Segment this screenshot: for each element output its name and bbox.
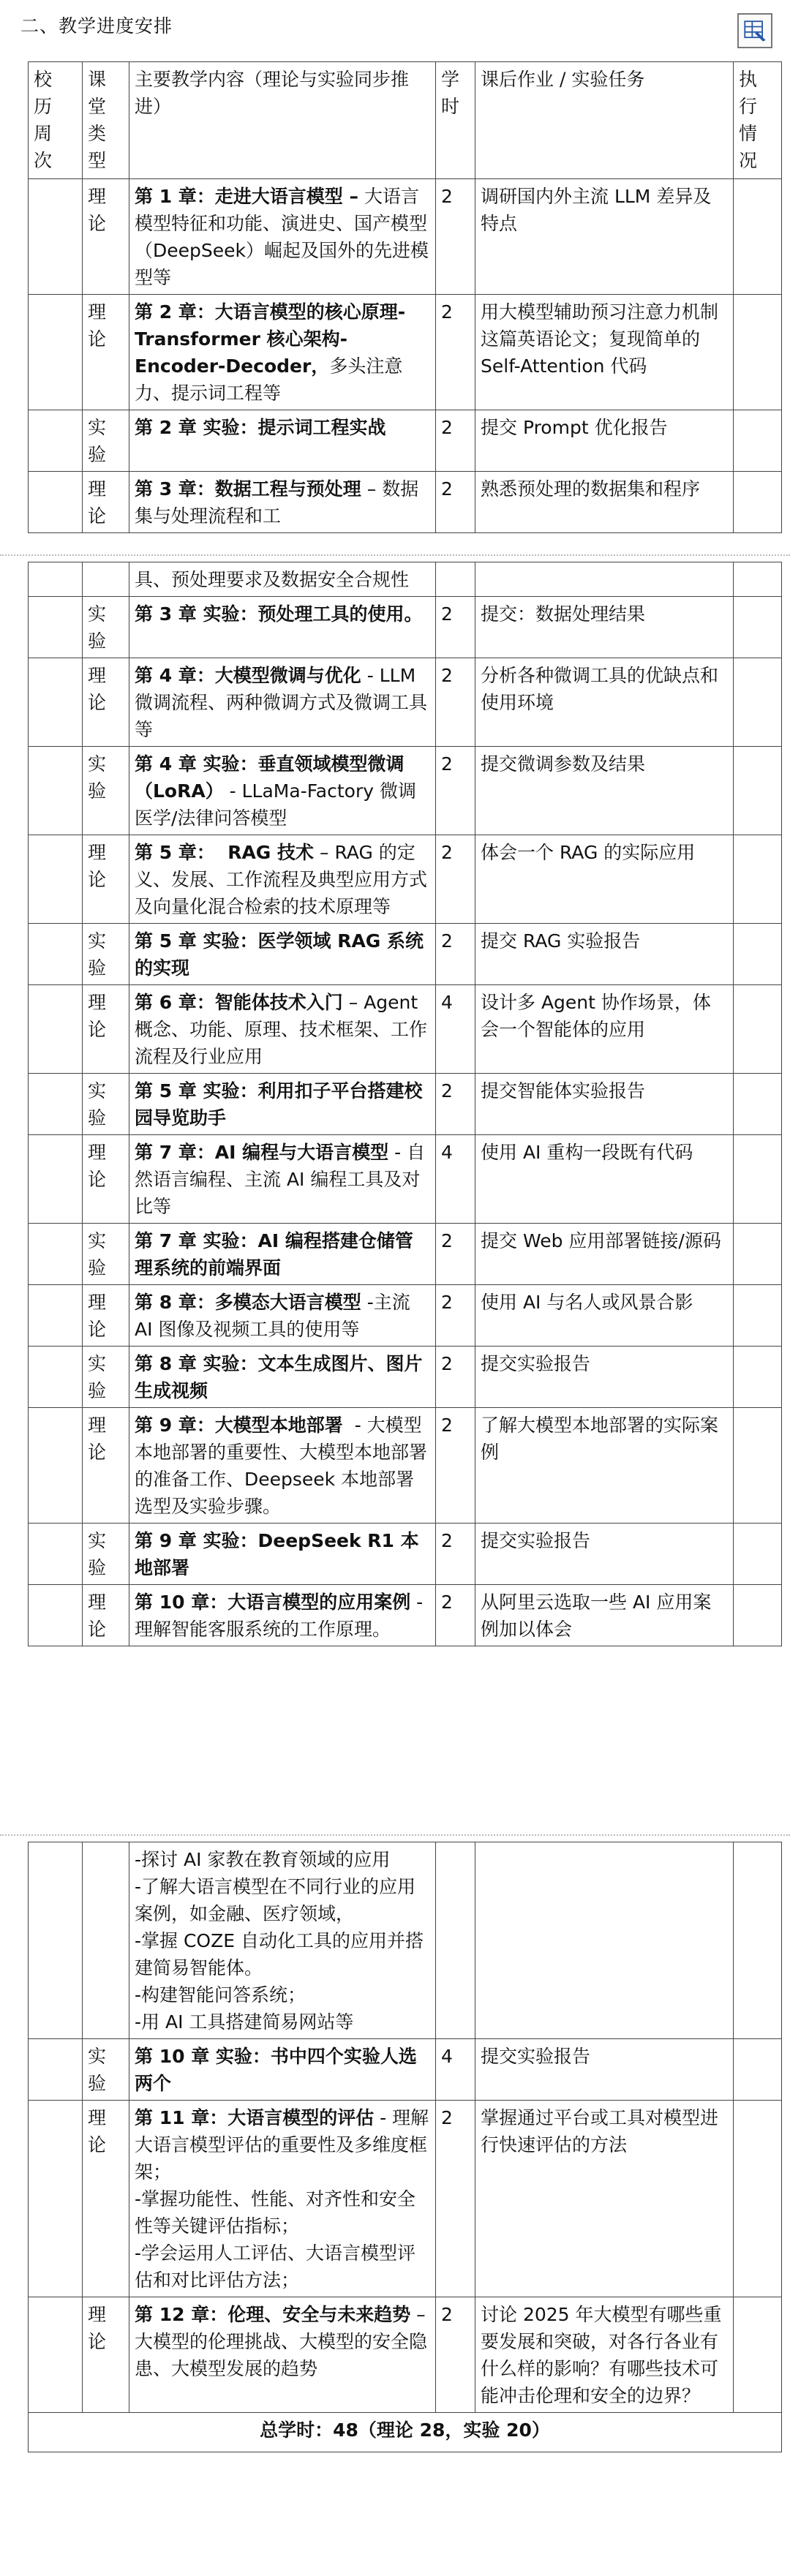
chapter-description: - 理解智能客服系统的工作原理。 bbox=[135, 1592, 429, 1640]
class-type-cell: 理 论 bbox=[83, 179, 129, 295]
execution-cell bbox=[734, 1524, 782, 1585]
class-type-cell: 实 验 bbox=[83, 1074, 129, 1135]
table-header-row bbox=[29, 62, 782, 179]
homework-cell: 体会一个 RAG 的实际应用 bbox=[475, 835, 734, 924]
execution-cell bbox=[734, 985, 782, 1074]
execution-cell bbox=[734, 2297, 782, 2413]
table-row bbox=[29, 658, 782, 747]
execution-cell bbox=[734, 2039, 782, 2101]
week-cell bbox=[29, 410, 83, 472]
hours-cell bbox=[436, 562, 475, 597]
table-row bbox=[29, 410, 782, 472]
chapter-description: - LLaMa-Factory 微调医学/法律问答模型 bbox=[135, 780, 416, 829]
homework-cell: 提交实验报告 bbox=[475, 1524, 734, 1585]
header-homework: 课后作业 / 实验任务 bbox=[475, 62, 734, 179]
class-type-cell: 实 验 bbox=[83, 2039, 129, 2101]
execution-cell bbox=[734, 179, 782, 295]
chapter-title: 第 5 章： RAG 技术 bbox=[135, 842, 315, 863]
chapter-title: 第 11 章：大语言模型的评估 bbox=[135, 2107, 375, 2128]
week-cell bbox=[29, 1408, 83, 1524]
table-row bbox=[29, 835, 782, 924]
content-cell bbox=[129, 1585, 436, 1646]
execution-cell bbox=[734, 295, 782, 410]
homework-cell: 掌握通过平台或工具对模型进行快速评估的方法 bbox=[475, 2101, 734, 2297]
chapter-title: 第 5 章 实验：利用扣子平台搭建校园导览助手 bbox=[135, 1080, 423, 1129]
week-cell bbox=[29, 472, 83, 533]
total-hours: 总学时：48（理论 28，实验 20） bbox=[29, 2413, 782, 2452]
hours-cell: 2 bbox=[436, 1074, 475, 1135]
content-cell bbox=[129, 658, 436, 747]
hours-cell: 2 bbox=[436, 1524, 475, 1585]
chapter-description: 多头注意力、提示词工程等 bbox=[135, 355, 403, 404]
homework-cell: 讨论 2025 年大模型有哪些重要发展和突破，对各行各业有什么样的影响？有哪些技术可能冲击伦理和安全的边界？ bbox=[475, 2297, 734, 2413]
hours-cell: 2 bbox=[436, 1408, 475, 1524]
page-break-divider bbox=[0, 1834, 790, 1836]
total-hours-row bbox=[29, 2413, 782, 2452]
week-cell bbox=[29, 1224, 83, 1285]
class-type-cell: 理 论 bbox=[83, 1585, 129, 1646]
chapter-title: 第 7 章：AI 编程与大语言模型 bbox=[135, 1142, 389, 1163]
chapter-description: - 理解大语言模型评估的重要性及多维度框架； -掌握功能性、性能、对齐性和安全性等关键评估指标； -学会运用人工评估、大语言模型评估和对比评估方法； bbox=[135, 2107, 429, 2291]
homework-cell: 提交智能体实验报告 bbox=[475, 1074, 734, 1135]
content-cell bbox=[129, 747, 436, 835]
execution-cell bbox=[734, 410, 782, 472]
execution-cell bbox=[734, 1408, 782, 1524]
chapter-description: – RAG 的定义、发展、工作流程及典型应用方式及向量化混合检索的技术原理等 bbox=[135, 842, 428, 917]
homework-cell: 从阿里云选取一些 AI 应用案例加以体会 bbox=[475, 1585, 734, 1646]
week-cell bbox=[29, 597, 83, 658]
hours-cell: 2 bbox=[436, 924, 475, 985]
content-cell bbox=[129, 2297, 436, 2413]
table-row bbox=[29, 985, 782, 1074]
execution-cell bbox=[734, 1842, 782, 2039]
class-type-cell: 理 论 bbox=[83, 835, 129, 924]
content-cell bbox=[129, 1224, 436, 1285]
week-cell bbox=[29, 179, 83, 295]
table-row bbox=[29, 1842, 782, 2039]
content-cell bbox=[129, 835, 436, 924]
week-cell bbox=[29, 1585, 83, 1646]
schedule-table-page-2 bbox=[28, 562, 782, 1646]
execution-cell bbox=[734, 1074, 782, 1135]
chapter-description: 具、预处理要求及数据安全合规性 bbox=[135, 569, 410, 590]
execution-cell bbox=[734, 1135, 782, 1224]
content-cell bbox=[129, 295, 436, 410]
class-type-cell bbox=[83, 562, 129, 597]
chapter-title: 第 5 章 实验：医学领域 RAG 系统的实现 bbox=[135, 930, 424, 979]
table-row bbox=[29, 2039, 782, 2101]
chapter-description: -主流 AI 图像及视频工具的使用等 bbox=[135, 1292, 416, 1340]
page-break-divider bbox=[0, 554, 790, 556]
hours-cell: 2 bbox=[436, 1347, 475, 1408]
chapter-title: 第 7 章 实验：AI 编程搭建仓储管理系统的前端界面 bbox=[135, 1230, 413, 1278]
homework-cell: 提交 RAG 实验报告 bbox=[475, 924, 734, 985]
chapter-description: - 自然语言编程、主流 AI 编程工具及对比等 bbox=[135, 1142, 426, 1217]
hours-cell: 2 bbox=[436, 295, 475, 410]
class-type-cell: 实 验 bbox=[83, 924, 129, 985]
class-type-cell: 实 验 bbox=[83, 1347, 129, 1408]
hours-cell: 2 bbox=[436, 658, 475, 747]
chapter-title: 第 4 章 实验：垂直领域模型微调（LoRA） bbox=[135, 753, 405, 802]
chapter-title: 第 2 章：大语言模型的核心原理-Transformer 核心架构-Encoder-Decoder， bbox=[135, 301, 406, 377]
homework-cell bbox=[475, 1842, 734, 2039]
week-cell bbox=[29, 295, 83, 410]
execution-cell bbox=[734, 1224, 782, 1285]
content-cell bbox=[129, 2039, 436, 2101]
class-type-cell bbox=[83, 1842, 129, 2039]
homework-cell: 提交实验报告 bbox=[475, 2039, 734, 2101]
hours-cell bbox=[436, 1842, 475, 2039]
header-execution: 执 行 情 况 bbox=[734, 62, 782, 179]
class-type-cell: 理 论 bbox=[83, 1285, 129, 1347]
content-cell bbox=[129, 1524, 436, 1585]
hours-cell: 4 bbox=[436, 1135, 475, 1224]
table-row bbox=[29, 747, 782, 835]
homework-cell: 分析各种微调工具的优缺点和使用环境 bbox=[475, 658, 734, 747]
execution-cell bbox=[734, 2101, 782, 2297]
chapter-description: - 大模型本地部署的重要性、大模型本地部署的准备工作、Deepseek 本地部署选型及实验步骤。 bbox=[135, 1415, 428, 1517]
table-row bbox=[29, 562, 782, 597]
class-type-cell: 实 验 bbox=[83, 410, 129, 472]
class-type-cell: 理 论 bbox=[83, 295, 129, 410]
content-cell bbox=[129, 1842, 436, 2039]
hours-cell: 2 bbox=[436, 2297, 475, 2413]
homework-cell: 用大模型辅助预习注意力机制这篇英语论文；复现简单的 Self-Attention 代码 bbox=[475, 295, 734, 410]
hours-cell: 2 bbox=[436, 835, 475, 924]
chapter-title: 第 3 章 实验：预处理工具的使用。 bbox=[135, 603, 423, 625]
table-row bbox=[29, 1408, 782, 1524]
content-cell bbox=[129, 179, 436, 295]
week-cell bbox=[29, 1074, 83, 1135]
week-cell bbox=[29, 2039, 83, 2101]
execution-cell bbox=[734, 835, 782, 924]
chapter-title: 第 9 章：大模型本地部署 bbox=[135, 1415, 343, 1436]
execution-cell bbox=[734, 1585, 782, 1646]
chapter-title: 第 6 章：智能体技术入门 bbox=[135, 992, 343, 1013]
hours-cell: 2 bbox=[436, 410, 475, 472]
section-title: 二、教学进度安排 bbox=[20, 15, 173, 37]
week-cell bbox=[29, 1285, 83, 1347]
chapter-description: - LLM 微调流程、两种微调方式及微调工具等 bbox=[135, 665, 428, 740]
week-cell bbox=[29, 1347, 83, 1408]
class-type-cell: 实 验 bbox=[83, 1224, 129, 1285]
homework-cell: 使用 AI 重构一段既有代码 bbox=[475, 1135, 734, 1224]
chapter-description: – 大模型的伦理挑战、大模型的安全隐患、大模型发展的趋势 bbox=[135, 2304, 432, 2379]
table-row bbox=[29, 1524, 782, 1585]
content-cell bbox=[129, 472, 436, 533]
chapter-title: 第 10 章：大语言模型的应用案例 bbox=[135, 1592, 411, 1613]
content-cell bbox=[129, 924, 436, 985]
week-cell bbox=[29, 2101, 83, 2297]
homework-cell: 提交实验报告 bbox=[475, 1347, 734, 1408]
table-row bbox=[29, 295, 782, 410]
class-type-cell: 实 验 bbox=[83, 597, 129, 658]
execution-cell bbox=[734, 658, 782, 747]
homework-cell: 设计多 Agent 协作场景，体会一个智能体的应用 bbox=[475, 985, 734, 1074]
class-type-cell: 理 论 bbox=[83, 985, 129, 1074]
hours-cell: 4 bbox=[436, 985, 475, 1074]
week-cell bbox=[29, 924, 83, 985]
table-row bbox=[29, 2297, 782, 2413]
table-row bbox=[29, 597, 782, 658]
hours-cell: 4 bbox=[436, 2039, 475, 2101]
execution-cell bbox=[734, 924, 782, 985]
chapter-description: -探讨 AI 家教在教育领域的应用 -了解大语言模型在不同行业的应用案例，如金融、医疗领域， -掌握 COZE 自动化工具的应用并搭建简易智能体。 -构建智能问答系统； -用 AI 工具搭建简易网站等 bbox=[135, 1849, 424, 2033]
schedule-table-page-3 bbox=[28, 1842, 782, 2452]
hours-cell: 2 bbox=[436, 1285, 475, 1347]
table-move-handle-icon[interactable] bbox=[737, 13, 772, 48]
class-type-cell: 理 论 bbox=[83, 2297, 129, 2413]
class-type-cell: 理 论 bbox=[83, 1408, 129, 1524]
header-week: 校 历 周 次 bbox=[29, 62, 83, 179]
table-row bbox=[29, 1347, 782, 1408]
execution-cell bbox=[734, 472, 782, 533]
week-cell bbox=[29, 2297, 83, 2413]
class-type-cell: 实 验 bbox=[83, 1524, 129, 1585]
chapter-title: 第 1 章：走进大语言模型 – bbox=[135, 186, 359, 207]
chapter-title: 第 4 章：大模型微调与优化 bbox=[135, 665, 361, 686]
content-cell bbox=[129, 985, 436, 1074]
table-row bbox=[29, 1285, 782, 1347]
table-row bbox=[29, 1074, 782, 1135]
week-cell bbox=[29, 1524, 83, 1585]
chapter-description: 大语言模型特征和功能、演进史、国产模型（DeepSeek）崛起及国外的先进模型等 bbox=[135, 186, 429, 288]
content-cell bbox=[129, 2101, 436, 2297]
header-content: 主要教学内容（理论与实验同步推进） bbox=[129, 62, 436, 179]
homework-cell: 调研国内外主流 LLM 差异及特点 bbox=[475, 179, 734, 295]
chapter-title: 第 10 章 实验：书中四个实验人选两个 bbox=[135, 2046, 417, 2094]
hours-cell: 2 bbox=[436, 179, 475, 295]
chapter-title: 第 8 章：多模态大语言模型 bbox=[135, 1292, 361, 1313]
content-cell bbox=[129, 1074, 436, 1135]
content-cell bbox=[129, 1285, 436, 1347]
table-row bbox=[29, 179, 782, 295]
section-header bbox=[0, 0, 790, 63]
table-row bbox=[29, 1224, 782, 1285]
class-type-cell: 理 论 bbox=[83, 2101, 129, 2297]
week-cell bbox=[29, 835, 83, 924]
week-cell bbox=[29, 1842, 83, 2039]
execution-cell bbox=[734, 1347, 782, 1408]
content-cell bbox=[129, 410, 436, 472]
table-row bbox=[29, 1585, 782, 1646]
table-row bbox=[29, 472, 782, 533]
chapter-title: 第 12 章：伦理、安全与未来趋势 bbox=[135, 2304, 411, 2325]
week-cell bbox=[29, 562, 83, 597]
homework-cell: 使用 AI 与名人或风景合影 bbox=[475, 1285, 734, 1347]
homework-cell: 提交微调参数及结果 bbox=[475, 747, 734, 835]
week-cell bbox=[29, 747, 83, 835]
chapter-title: 第 3 章：数据工程与预处理 bbox=[135, 478, 361, 500]
homework-cell bbox=[475, 562, 734, 597]
execution-cell bbox=[734, 597, 782, 658]
content-cell bbox=[129, 1135, 436, 1224]
execution-cell bbox=[734, 1285, 782, 1347]
hours-cell: 2 bbox=[436, 2101, 475, 2297]
hours-cell: 2 bbox=[436, 1224, 475, 1285]
content-cell bbox=[129, 597, 436, 658]
week-cell bbox=[29, 658, 83, 747]
class-type-cell: 实 验 bbox=[83, 747, 129, 835]
homework-cell: 提交：数据处理结果 bbox=[475, 597, 734, 658]
table-row bbox=[29, 1135, 782, 1224]
hours-cell: 2 bbox=[436, 1585, 475, 1646]
chapter-title: 第 2 章 实验：提示词工程实战 bbox=[135, 417, 386, 438]
content-cell bbox=[129, 1347, 436, 1408]
class-type-cell: 理 论 bbox=[83, 472, 129, 533]
hours-cell: 2 bbox=[436, 747, 475, 835]
chapter-description: – 数据集与处理流程和工 bbox=[135, 478, 419, 527]
header-class-type: 课 堂 类 型 bbox=[83, 62, 129, 179]
homework-cell: 熟悉预处理的数据集和程序 bbox=[475, 472, 734, 533]
homework-cell: 提交 Prompt 优化报告 bbox=[475, 410, 734, 472]
chapter-description: – Agent 概念、功能、原理、技术框架、工作流程及行业应用 bbox=[135, 992, 428, 1067]
homework-cell: 提交 Web 应用部署链接/源码 bbox=[475, 1224, 734, 1285]
header-hours: 学 时 bbox=[436, 62, 475, 179]
content-cell bbox=[129, 562, 436, 597]
table-row bbox=[29, 2101, 782, 2297]
chapter-title: 第 8 章 实验：文本生成图片、图片生成视频 bbox=[135, 1353, 423, 1401]
class-type-cell: 理 论 bbox=[83, 1135, 129, 1224]
hours-cell: 2 bbox=[436, 472, 475, 533]
chapter-title: 第 9 章 实验：DeepSeek R1 本地部署 bbox=[135, 1530, 419, 1578]
class-type-cell: 理 论 bbox=[83, 658, 129, 747]
hours-cell: 2 bbox=[436, 597, 475, 658]
execution-cell bbox=[734, 562, 782, 597]
content-cell bbox=[129, 1408, 436, 1524]
week-cell bbox=[29, 985, 83, 1074]
table-row bbox=[29, 924, 782, 985]
homework-cell: 了解大模型本地部署的实际案例 bbox=[475, 1408, 734, 1524]
execution-cell bbox=[734, 747, 782, 835]
week-cell bbox=[29, 1135, 83, 1224]
schedule-table-page-1 bbox=[28, 61, 782, 533]
